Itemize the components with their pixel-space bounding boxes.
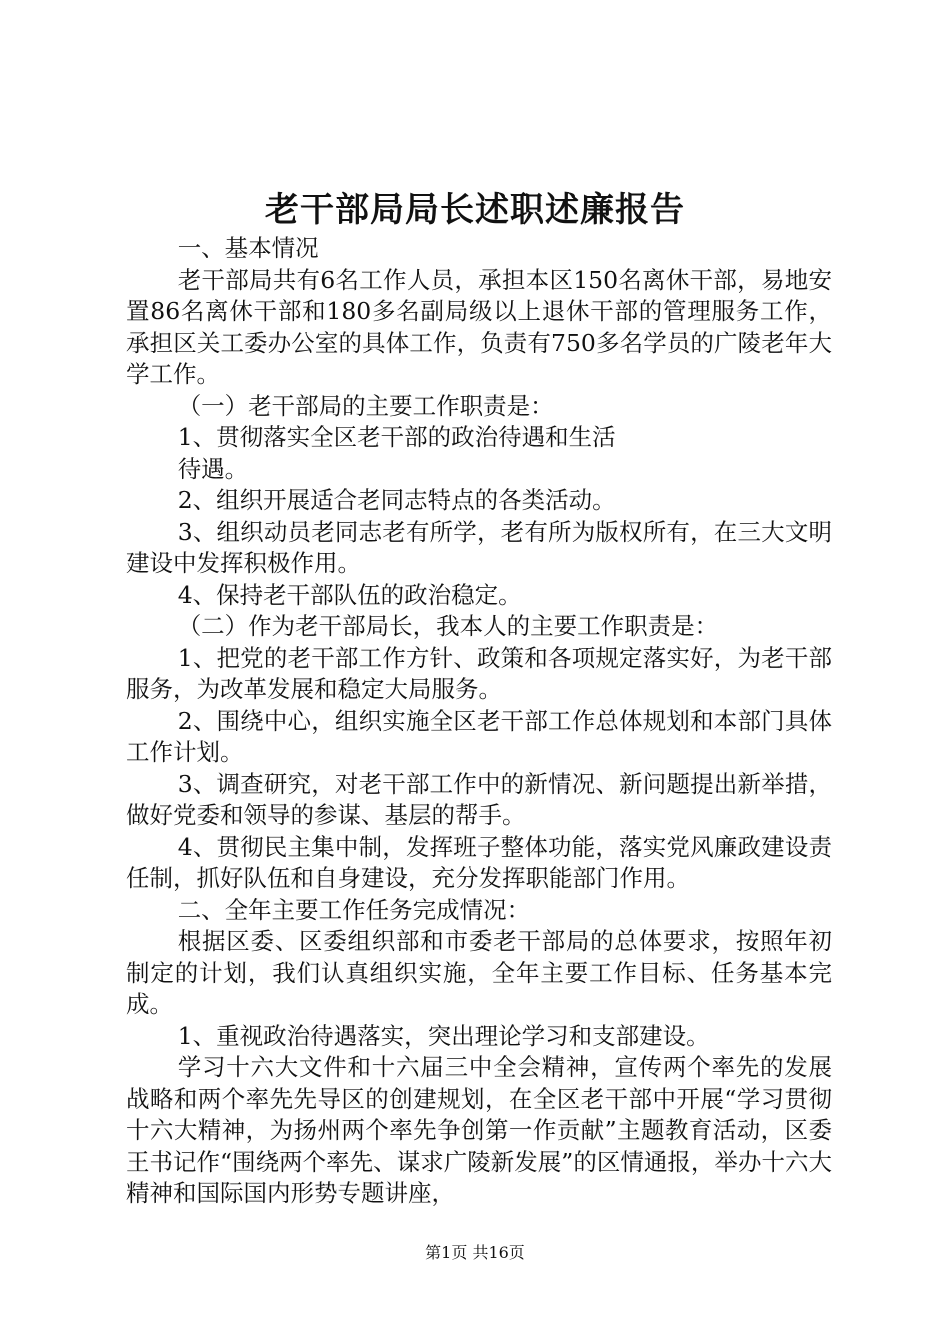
paragraph: 一、基本情况 (177, 234, 319, 262)
paragraph: 4、贯彻民主集中制，发挥班子整体功能，落实党风廉政建设责任制，抓好队伍和自身建设，充分发挥职能部门作用。 (126, 832, 832, 892)
document-body (126, 233, 832, 1210)
paragraph: 老干部局共有6名工作人员，承担本区150名离休干部，易地安置86名离休干部和180多名副局级以上退休干部的管理服务工作，承担区关工委办公室的具体工作，负责有750多名学员的广陵老年大学工作。 (126, 265, 832, 388)
paragraph: 学习十六大文件和十六届三中全会精神，宣传两个率先的发展战略和两个率先先导区的创建规划，在全区老干部中开展“学习贯彻十六大精神，为扬州两个率先争创第一作贡献”主题教育活动，区委王书记作“围绕两个率先、谋求广陵新发展”的区情通报，举办十六大精神和国际国内形势专题讲座， (126, 1053, 832, 1207)
paragraph: 1、重视政治待遇落实，突出理论学习和支部建设。 (177, 1021, 710, 1050)
paragraph: 2、组织开展适合老同志特点的各类活动。 (177, 486, 616, 514)
paragraph: 根据区委、区委组织部和市委老干部局的总体要求，按照年初制定的计划，我们认真组织实施，全年主要工作目标、任务基本完成。 (126, 927, 832, 1018)
paragraph: 1、贯彻落实全区老干部的政治待遇和生活 (177, 423, 616, 451)
paragraph: 2、围绕中心，组织实施全区老干部工作总体规划和本部门具体工作计划。 (126, 706, 832, 766)
paragraph: （一）老干部局的主要工作职责是： (177, 391, 554, 420)
document-title: 老干部局局长述职述廉报告 (265, 190, 685, 230)
paragraph: 3、调查研究，对老干部工作中的新情况、新问题提出新举措，做好党委和领导的参谋、基层的帮手。 (126, 769, 832, 829)
paragraph: （二）作为老干部局长，我本人的主要工作职责是： (177, 612, 719, 640)
page-indicator: 第1页 共16页 (425, 1243, 525, 1262)
paragraph: 3、组织动员老同志老有所学，老有所为版权所有，在三大文明建设中发挥积极作用。 (126, 517, 832, 577)
paragraph: 4、保持老干部队伍的政治稳定。 (177, 580, 522, 609)
paragraph: 1、把党的老干部工作方针、政策和各项规定落实好，为老干部服务，为改革发展和稳定大局服务。 (126, 643, 832, 703)
paragraph: 待遇。 (177, 454, 249, 483)
paragraph: 二、全年主要工作任务完成情况： (177, 895, 531, 924)
